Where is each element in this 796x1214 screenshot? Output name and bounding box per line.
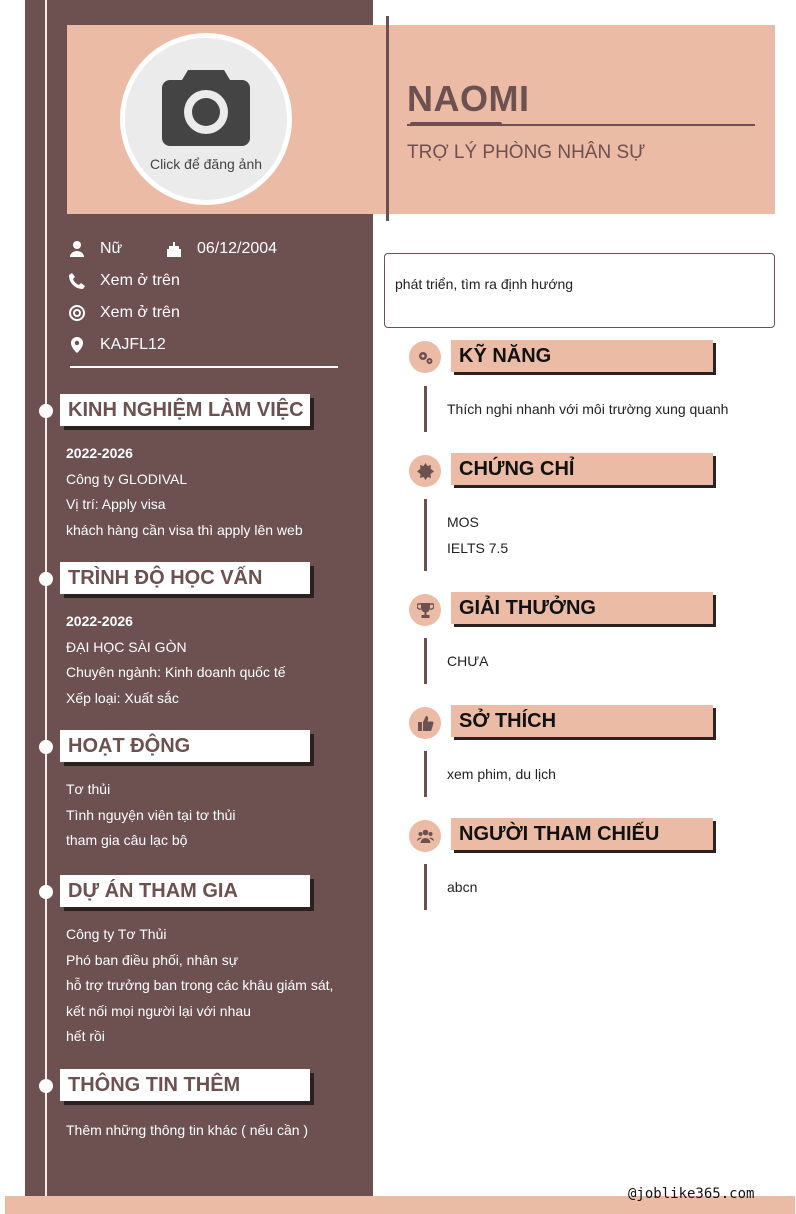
phone-row bbox=[68, 270, 180, 292]
projects-line: Phó ban điều phối, nhân sự bbox=[66, 951, 239, 968]
certificates-line: IELTS 7.5 bbox=[447, 540, 509, 556]
experience-period: 2022-2026 bbox=[66, 445, 133, 461]
certificates-content bbox=[447, 509, 508, 561]
projects-heading: DỰ ÁN THAM GIA bbox=[60, 875, 310, 907]
gender-value: Nữ bbox=[100, 240, 123, 257]
timeline-dot bbox=[39, 740, 53, 754]
skills-bar bbox=[424, 386, 427, 432]
additional-line: Thêm những thông tin khác ( nếu cần ) bbox=[66, 1122, 309, 1138]
phone-value: Xem ở trên bbox=[100, 272, 180, 289]
hobbies-content bbox=[447, 761, 556, 787]
awards-bar bbox=[424, 638, 427, 684]
references-line: abcn bbox=[447, 879, 478, 895]
trophy-icon bbox=[417, 602, 434, 619]
certificates-icon-badge bbox=[409, 455, 441, 487]
watermark: @joblike365.com bbox=[628, 1186, 755, 1202]
education-heading: TRÌNH ĐỘ HỌC VẤN bbox=[60, 562, 310, 594]
activities-content bbox=[66, 777, 236, 854]
career-objective-box[interactable] bbox=[384, 253, 775, 328]
projects-line: hết rồi bbox=[66, 1028, 105, 1044]
additional-content bbox=[66, 1118, 308, 1144]
skills-icon-badge bbox=[409, 341, 441, 373]
references-heading: NGƯỜI THAM CHIẾU bbox=[451, 818, 713, 850]
education-line: Xếp loại: Xuất sắc bbox=[66, 689, 179, 706]
activities-line: Tơ thủi bbox=[66, 781, 111, 797]
candidate-name: NAOMI bbox=[407, 78, 530, 119]
career-objective-text: phát triển, tìm ra định hướng bbox=[395, 276, 574, 292]
at-icon bbox=[68, 304, 86, 322]
avatar-upload[interactable] bbox=[120, 33, 292, 205]
hobbies-bar bbox=[424, 751, 427, 797]
gears-icon bbox=[417, 349, 434, 366]
job-title: TRỢ LÝ PHÒNG NHÂN SỰ bbox=[407, 142, 646, 163]
projects-content bbox=[66, 922, 333, 1050]
awards-heading: GIẢI THƯỞNG bbox=[451, 592, 713, 624]
experience-content bbox=[66, 441, 303, 543]
skills-content bbox=[447, 396, 728, 422]
experience-heading: KINH NGHIỆM LÀM VIỆC bbox=[60, 394, 310, 426]
certificates-heading: CHỨNG CHỈ bbox=[451, 453, 713, 485]
references-bar bbox=[424, 864, 427, 910]
cake-icon bbox=[165, 240, 183, 258]
additional-heading: THÔNG TIN THÊM bbox=[60, 1069, 310, 1101]
education-period: 2022-2026 bbox=[66, 613, 133, 629]
email-row bbox=[68, 302, 180, 324]
experience-line: khách hàng cần visa thì apply lên web bbox=[66, 521, 303, 538]
certificates-line: MOS bbox=[447, 514, 479, 530]
references-content bbox=[447, 874, 477, 900]
address-value: KAJFL12 bbox=[100, 336, 166, 353]
timeline-dot bbox=[39, 885, 53, 899]
timeline-dot bbox=[39, 404, 53, 418]
user-icon bbox=[68, 240, 86, 258]
photo-upload-label: Click để đăng ảnh bbox=[149, 156, 263, 172]
projects-line: kết nối mọi người lại với nhau bbox=[66, 1002, 251, 1019]
badge-icon bbox=[417, 463, 434, 480]
thumbs-up-icon bbox=[417, 715, 434, 732]
activities-heading: HOẠT ĐỘNG bbox=[60, 730, 310, 762]
hobbies-heading: SỞ THÍCH bbox=[451, 705, 713, 737]
activities-line: tham gia câu lạc bộ bbox=[66, 832, 188, 848]
timeline-line bbox=[45, 0, 47, 1214]
education-line: Chuyên ngành: Kinh doanh quốc tế bbox=[66, 664, 286, 680]
hobbies-icon-badge bbox=[409, 707, 441, 739]
hobbies-line: xem phim, du lịch bbox=[447, 766, 556, 782]
camera-icon bbox=[162, 64, 250, 148]
phone-icon bbox=[68, 272, 86, 290]
timeline-dot bbox=[39, 572, 53, 586]
activities-line: Tình nguyện viên tại tơ thủi bbox=[66, 806, 236, 823]
awards-content bbox=[447, 648, 489, 674]
users-icon bbox=[417, 828, 434, 845]
name-underline-accent bbox=[410, 122, 502, 126]
references-icon-badge bbox=[409, 820, 441, 852]
timeline-dot bbox=[39, 1079, 53, 1093]
awards-icon-badge bbox=[409, 594, 441, 626]
birthday-value: 06/12/2004 bbox=[197, 240, 278, 257]
birthday-row bbox=[165, 238, 277, 260]
skills-heading: KỸ NĂNG bbox=[451, 340, 713, 372]
experience-line: Vị trí: Apply visa bbox=[66, 496, 166, 512]
experience-line: Công ty GLODIVAL bbox=[66, 470, 188, 487]
email-value: Xem ở trên bbox=[100, 304, 180, 321]
projects-line: Công ty Tơ Thủi bbox=[66, 926, 167, 942]
awards-line: CHƯA bbox=[447, 653, 489, 669]
info-divider bbox=[70, 366, 338, 368]
education-line: ĐẠI HỌC SÀI GÒN bbox=[66, 638, 187, 655]
projects-line: hỗ trợ trưởng ban trong các khâu giám sát, bbox=[66, 977, 334, 993]
map-pin-icon bbox=[68, 336, 86, 354]
certificates-bar bbox=[424, 499, 427, 571]
address-row bbox=[68, 334, 166, 356]
gender-row bbox=[68, 238, 122, 260]
skills-line: Thích nghi nhanh với môi trường xung quanh bbox=[447, 401, 729, 417]
header-divider bbox=[386, 16, 389, 221]
education-content bbox=[66, 609, 286, 711]
